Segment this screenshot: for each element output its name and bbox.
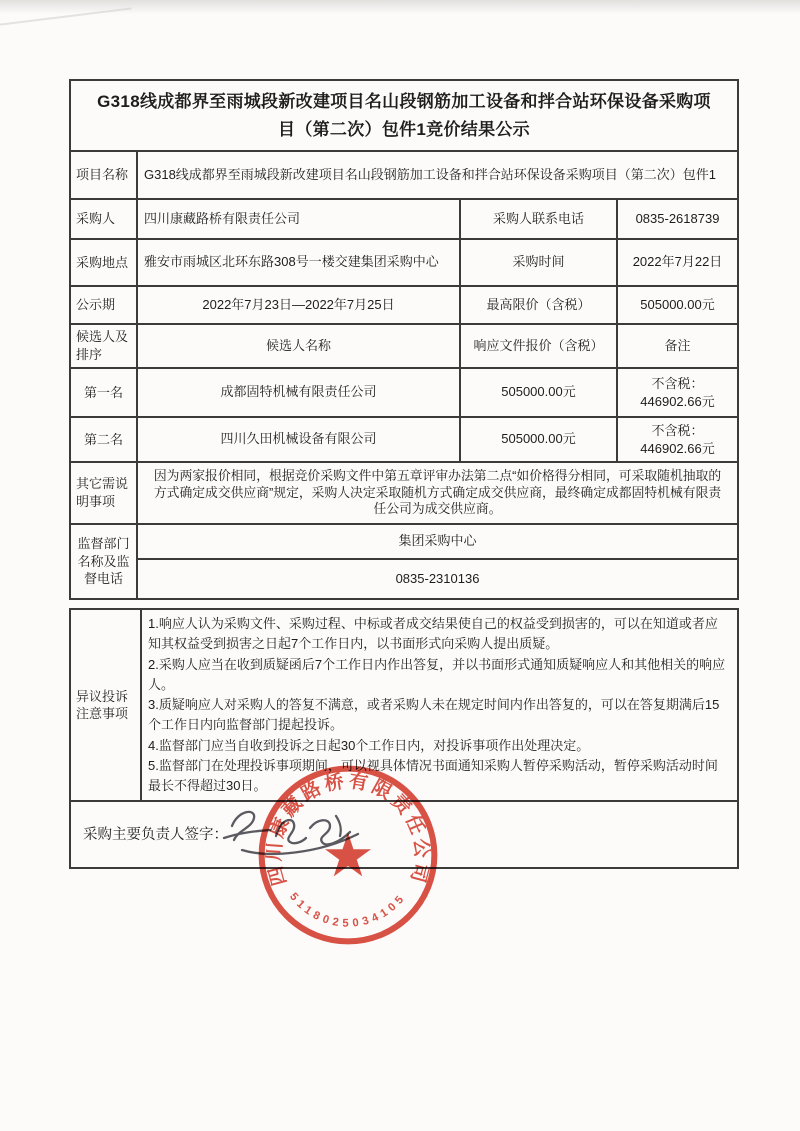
candidate-rank-header: 候选人及排序: [70, 324, 137, 368]
candidate-2-note-line1: 不含税：: [651, 422, 704, 438]
publicity-period-label: 公示期: [70, 286, 137, 324]
publicity-period-value: 2022年7月23日—2022年7月25日: [137, 286, 460, 324]
bidding-result-table: [69, 79, 739, 600]
candidate-row-1: [70, 368, 738, 417]
objection-item-3: 3.质疑响应人对采购人的答复不满意，或者采购人未在规定时间内作出答复的，可以在答复期满后15个工作日内向监督部门提起投诉。: [148, 697, 720, 733]
supervisor-dept: 集团采购中心: [137, 524, 738, 559]
other-notes-label: 其它需说明事项: [70, 462, 137, 524]
objection-items: [141, 609, 738, 801]
signature-label: 采购主要负责人签字：: [83, 826, 228, 843]
location-value: 雅安市雨城区北环东路308号一楼交建集团采购中心: [137, 239, 460, 286]
candidate-1-note-line1: 不含税：: [651, 375, 704, 391]
objection-item-2: 2.采购人应当在收到质疑函后7个工作日内作出答复，并以书面形式通知质疑响应人和其他相关的响应人。: [148, 656, 726, 692]
purchaser-label: 采购人: [70, 199, 137, 239]
max-price-label: 最高限价（含税）: [460, 286, 617, 324]
candidate-2-bid: 505000.00元: [460, 417, 617, 462]
seal-company-text: 四川康藏路桥有限责任公司: [264, 770, 432, 888]
objection-notice-table: [69, 608, 739, 869]
project-name-value: G318线成都界至雨城段新改建项目名山段钢筋加工设备和拌合站环保设备采购项目（第二次）包件1: [137, 151, 738, 199]
candidate-2-rank: 第二名: [70, 417, 137, 462]
project-name-label: 项目名称: [70, 151, 137, 199]
document-title: G318线成都界至雨城段新改建项目名山段钢筋加工设备和拌合站环保设备采购项目（第二次）包件1竞价结果公示: [70, 80, 738, 151]
max-price-value: 505000.00元: [617, 286, 738, 324]
candidate-row-2: [70, 417, 738, 462]
objection-item-1: 1.响应人认为采购文件、采购过程、中标或者成交结果使自己的权益受到损害的，可以在知道或者应知其权益受到损害之日起7个工作日内，以书面形式向采购人提出质疑。: [148, 616, 718, 652]
candidate-2-note-line2: 446902.66元: [640, 440, 715, 456]
location-label: 采购地点: [70, 239, 137, 286]
purchaser-phone-value: 0835-2618739: [617, 199, 738, 239]
candidate-1-bid: 505000.00元: [460, 368, 617, 417]
objection-item-5: 5.监督部门在处理投诉事项期间，可以视具体情况书面通知采购人暂停采购活动，暂停采购活动时间最长不得超过30日。: [148, 757, 718, 794]
candidate-1-note: [617, 368, 738, 417]
supervisor-label: 监督部门名称及监督电话: [70, 524, 137, 599]
candidate-name-header: 候选人名称: [137, 324, 460, 368]
scan-edge-artifact: [0, 0, 800, 14]
purchase-time-label: 采购时间: [460, 239, 617, 286]
candidate-2-note: [617, 417, 738, 462]
candidate-2-name: 四川久田机械设备有限公司: [137, 417, 460, 462]
purchase-time-value: 2022年7月22日: [617, 239, 738, 286]
supervisor-phone: 0835-2310136: [137, 559, 738, 599]
purchaser-value: 四川康藏路桥有限责任公司: [137, 199, 460, 239]
objection-item-4: 4.监督部门应当自收到投诉之日起30个工作日内，对投诉事项作出处理决定。: [148, 737, 590, 753]
candidate-bid-header: 响应文件报价（含税）: [460, 324, 617, 368]
seal-number-text: 5118025034105: [287, 890, 409, 930]
candidate-1-name: 成都固特机械有限责任公司: [137, 368, 460, 417]
candidate-1-rank: 第一名: [70, 368, 137, 417]
purchaser-phone-label: 采购人联系电话: [460, 199, 617, 239]
signature-row: [70, 801, 738, 868]
objection-label: 异议投诉注意事项: [70, 609, 141, 801]
candidate-note-header: 备注: [617, 324, 738, 368]
other-notes-value: 因为两家报价相同，根据竞价采购文件中第五章评审办法第二点“如价格得分相同，可采取随机抽取的方式确定成交供应商”规定，采购人决定采取随机方式确定成交供应商，最终确定成都固特机械有限责任公司为成交供应商。: [137, 462, 738, 524]
candidate-1-note-line2: 446902.66元: [640, 393, 715, 409]
